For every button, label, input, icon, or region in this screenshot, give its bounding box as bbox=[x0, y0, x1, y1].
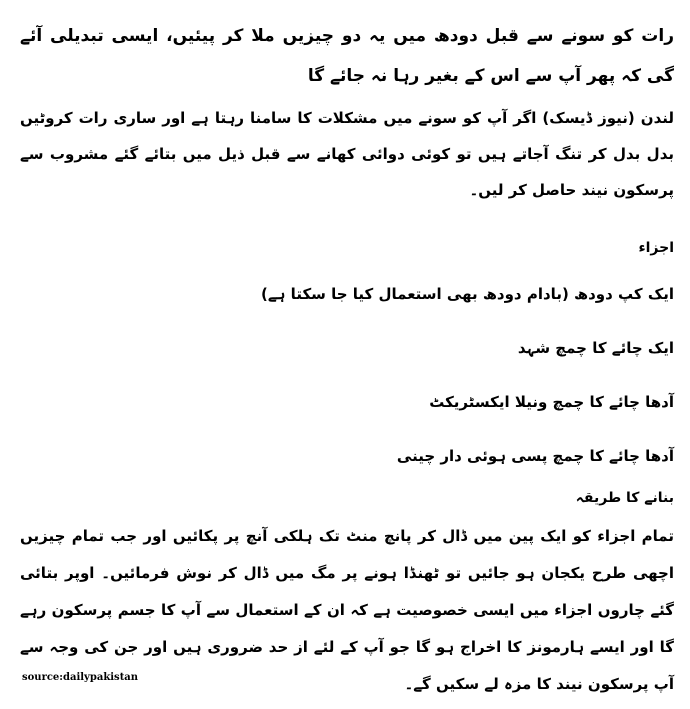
intro-paragraph: لندن (نیوز ڈیسک) اگر آپ کو سونے میں مشکلات کا سامنا رہتا ہے اور ساری رات کروٹیں بدل بدل کر تنگ آجاتے ہیں تو کوئی دوائی کھانے سے قبل ذیل میں بتائے گئے مشروب سے پرسکون نیند حاصل کر لیں۔ bbox=[20, 109, 674, 199]
article-title: رات کو سونے سے قبل دودھ میں یہ دو چیزیں ملا کر پیئیں، ایسی تبدیلی آئے گی کہ پھر آپ سے اس کے بغیر رہا نہ جائے گا bbox=[20, 26, 674, 86]
ingredient-item: ایک کپ دودھ (بادام دودھ بھی استعمال کیا جا سکتا ہے) bbox=[261, 285, 674, 303]
ingredients-heading: اجزاء bbox=[638, 240, 674, 256]
method-heading: بنانے کا طریقہ bbox=[575, 490, 674, 506]
ingredient-item: ایک چائے کا چمچ شہد bbox=[517, 339, 674, 357]
ingredient-item: آدھا چائے کا چمچ پسی ہوئی دار چینی bbox=[396, 447, 674, 465]
method-paragraph: تمام اجزاء کو ایک پین میں ڈال کر پانچ منٹ تک ہلکی آنچ پر پکائیں اور جب تمام چیزیں اچھی طرح یکجان ہو جائیں تو ٹھنڈا ہونے پر مگ میں ڈال کر نوش فرمائیں۔ اوپر بتائی گئے چاروں اجزاء میں ایسی خصوصیت ہے کہ ان کے استعمال سے آپ کا جسم پرسکون رہے گا اور ایسے ہارمونز کا اخراج ہو گا جو آپ کے لئے از حد ضروری ہیں اور جن کی وجہ سے آپ پرسکون نیند کا مزہ لے سکیں گے۔ bbox=[20, 527, 674, 693]
source-credit: source:dailypakistan bbox=[22, 672, 139, 683]
ingredient-item: آدھا چائے کا چمچ ونیلا ایکسٹریکٹ bbox=[429, 393, 674, 411]
